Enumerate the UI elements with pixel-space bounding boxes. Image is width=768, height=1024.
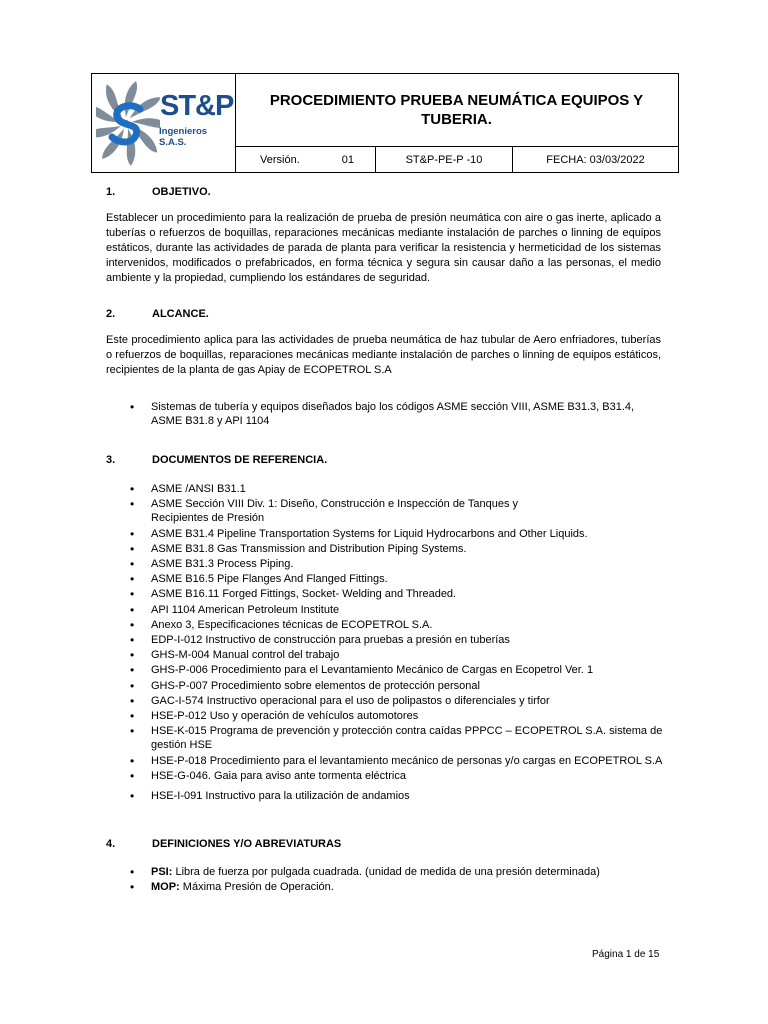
- section-heading-alcance: [106, 308, 209, 320]
- list-item: • ASME B16.5 Pipe Flanges And Flanged Fittings.: [130, 572, 665, 586]
- document-code: ST&P-PE-P -10: [376, 147, 513, 172]
- definition-term: MOP:: [151, 881, 180, 894]
- section-title: ALCANCE.: [152, 308, 209, 320]
- alcance-bullet-list: [130, 400, 640, 429]
- definition-description: Máxima Presión de Operación.: [179, 881, 334, 894]
- section-number: 3.: [106, 454, 116, 466]
- definitions-list: [130, 865, 665, 895]
- list-item: • Anexo 3, Especificaciones técnicas de ECOPETROL S.A.: [130, 618, 665, 632]
- logo-subtext: Ingenieros S.A.S.: [159, 126, 208, 148]
- section-title: DOCUMENTOS DE REFERENCIA.: [152, 454, 328, 466]
- list-item: • HSE-P-018 Procedimiento para el levantamiento mecánico de personas y/o cargas en ECOPETROL S.A: [130, 754, 665, 768]
- section-title: DEFINICIONES Y/O ABREVIATURAS: [152, 838, 342, 850]
- alcance-paragraph: Este procedimiento aplica para las actividades de prueba neumática de haz tubular de Aero enfriadores, tuberías o refuerzos de boquillas, reparaciones mecánicas mediante instalación de parches o linning de equipos estáticos, recipientes de la planta de gas Apiay de ECOPETROL S.A: [106, 334, 661, 376]
- definition-item: [130, 865, 665, 879]
- definition-description: Libra de fuerza por pulgada cuadrada. (unidad de medida de una presión determinada): [172, 866, 600, 878]
- section-heading-objetivo: [106, 186, 211, 198]
- list-item: • HSE-P-012 Uso y operación de vehículos automotores: [130, 709, 665, 723]
- logo-turbine-icon: [96, 80, 160, 166]
- definition-item: [130, 880, 665, 894]
- page-number: Página 1 de 15: [592, 949, 660, 960]
- section-number: 4.: [106, 838, 116, 850]
- list-item: • ASME /ANSI B31.1: [130, 482, 665, 496]
- list-item: • GAC-I-574 Instructivo operacional para el uso de polipastos o diferenciales y tirfor: [130, 694, 665, 708]
- header-meta-row: [235, 147, 678, 172]
- list-item: • HSE-G-046. Gaia para aviso ante tormenta eléctrica: [130, 769, 665, 783]
- section-heading-documentos: [106, 454, 327, 466]
- document-date: FECHA: 03/03/2022: [546, 153, 645, 166]
- list-item: • Sistemas de tubería y equipos diseñados bajo los códigos ASME sección VIII, ASME B31.3, B31.4, ASME B31.8 y API 1104: [130, 400, 640, 429]
- list-item: • GHS-P-007 Procedimiento sobre elementos de protección personal: [130, 679, 665, 693]
- list-item: • ASME B31.8 Gas Transmission and Distribution Piping Systems.: [130, 542, 665, 556]
- section-heading-definiciones: [106, 838, 341, 850]
- list-item: • EDP-I-012 Instructivo de construcción para pruebas a presión en tuberías: [130, 633, 665, 647]
- list-item: • API 1104 American Petroleum Institute: [130, 603, 665, 617]
- section-number: 2.: [106, 308, 116, 320]
- section-number: 1.: [106, 186, 116, 198]
- list-item: • ASME B31.3 Process Piping.: [130, 557, 665, 571]
- list-item: • HSE-I-091 Instructivo para la utilización de andamios: [130, 789, 665, 803]
- list-item: • ASME B16.11 Forged Fittings, Socket- Welding and Threaded.: [130, 587, 665, 601]
- list-item: • GHS-P-006 Procedimiento para el Levantamiento Mecánico de Cargas en Ecopetrol Ver. 1: [130, 663, 665, 677]
- document-title: PROCEDIMIENTO PRUEBA NEUMÁTICA EQUIPOS Y TUBERIA.: [235, 74, 678, 147]
- company-logo: [92, 74, 236, 172]
- list-item: • HSE-K-015 Programa de prevención y protección contra caídas PPPCC – ECOPETROL S.A. sistema de gestión HSE: [130, 724, 665, 753]
- reference-documents-list: [130, 482, 665, 804]
- logo-text: ST&P: [160, 90, 234, 122]
- definition-term: PSI:: [151, 866, 173, 878]
- document-header: [91, 73, 679, 173]
- list-item: • ASME Sección VIII Div. 1: Diseño, Construcción e Inspección de Tanques y Recipientes de Presión: [130, 497, 546, 526]
- version-cell: [235, 147, 376, 172]
- objetivo-paragraph: Establecer un procedimiento para la realización de prueba de presión neumática con aire o gas inerte, aplicado a tuberías o refuerzos de boquillas, reparaciones mecánicas mediante instalación de parches o linning de equipos estáticos, durante las actividades de parada de planta para verificar la resistencia y hermeticidad de los sistemas intervenidos, modificados o prefabricados, en forma técnica y segura sin causar daño a las personas, el medio ambiente y la propiedad, cumpliendo los estándares de seguridad.: [106, 212, 661, 284]
- list-item: • GHS-M-004 Manual control del trabajo: [130, 648, 665, 662]
- version-label: Versión.: [260, 153, 300, 166]
- version-value: 01: [341, 153, 354, 166]
- list-item: • ASME B31.4 Pipeline Transportation Systems for Liquid Hydrocarbons and Other Liquids.: [130, 527, 665, 541]
- section-title: OBJETIVO.: [152, 186, 211, 198]
